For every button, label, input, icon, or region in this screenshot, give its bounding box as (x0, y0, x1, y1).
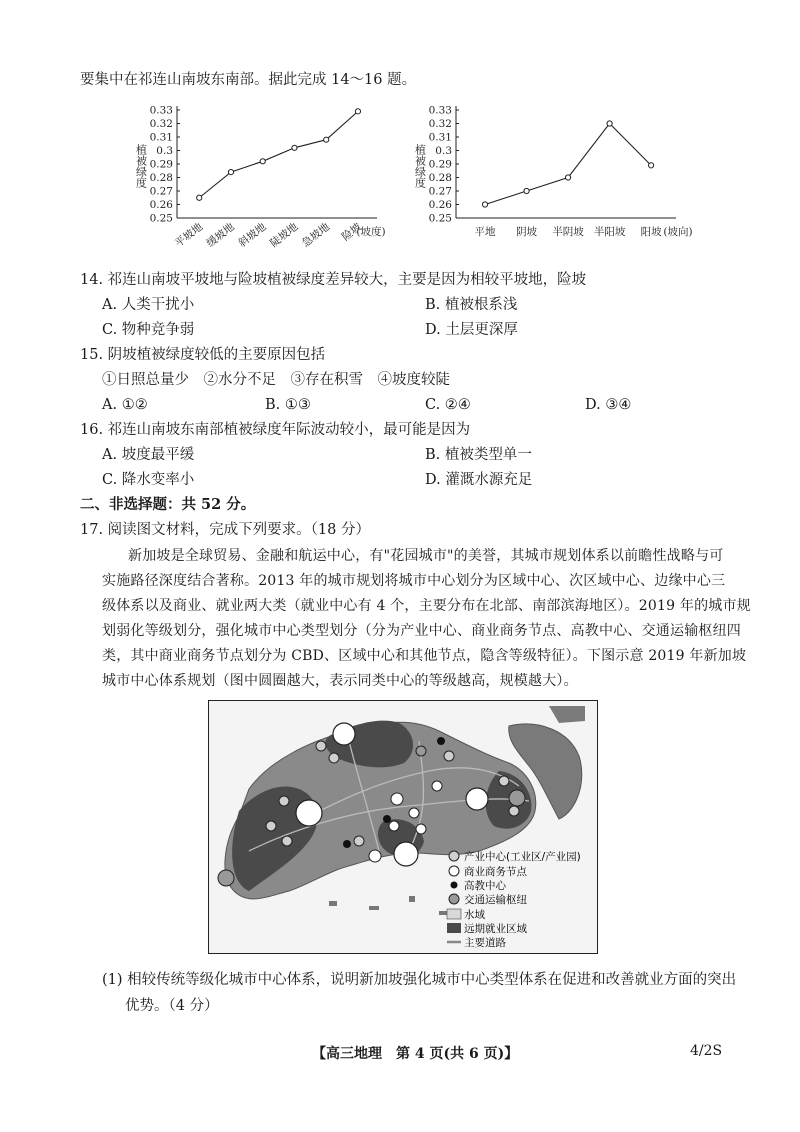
aspect-greenness-chart (400, 100, 700, 265)
y-tick-label: 0.32 (428, 118, 452, 130)
series-line (485, 124, 651, 205)
industry-center (316, 741, 326, 751)
y-tick-label: 0.26 (428, 199, 452, 211)
slope-greenness-chart (125, 100, 405, 265)
southern-islet (369, 906, 379, 910)
data-point (228, 170, 233, 175)
industry-center (354, 836, 364, 846)
x-tick-label: 半阴坡 (552, 226, 584, 238)
business-node (409, 808, 419, 818)
business-node (333, 723, 355, 745)
footer-page-label: 【高三地理 第 4 页(共 6 页)】 (312, 1046, 519, 1062)
business-node (369, 850, 381, 862)
q17-paragraph-line-5: 类，其中商业商务节点划分为 CBD、区域中心和其他节点，隐含等级特征）。下图示意 2019 年新加坡 (102, 648, 747, 664)
industry-center (279, 796, 289, 806)
business-node (296, 800, 322, 826)
data-point (648, 163, 653, 168)
q15-option-b: B. ①③ (265, 397, 311, 413)
section-heading: 二、非选择题：共 52 分。 (80, 496, 256, 513)
y-tick-label: 0.33 (428, 104, 452, 117)
legend-transport-label: 交通运输枢纽 (464, 894, 527, 906)
data-point (482, 202, 487, 207)
business-node (394, 842, 418, 866)
business-node (432, 781, 442, 791)
y-tick-label: 0.28 (149, 172, 173, 184)
y-tick-label: 0.27 (428, 185, 452, 198)
x-tick-label: 陡坡地 (268, 220, 301, 250)
legend-employment-label: 远期就业区域 (464, 923, 527, 935)
southern-islet (329, 901, 337, 906)
q17-paragraph-line-6: 城市中心体系规划（图中圆圈越大，表示同类中心的等级越高，规模越大）。 (102, 673, 578, 689)
y-tick-label: 0.32 (149, 118, 173, 130)
education-center (343, 840, 351, 848)
data-point (197, 195, 202, 200)
data-point (324, 137, 329, 142)
x-tick-label: 缓坡地 (204, 220, 237, 250)
transport-hub (416, 746, 426, 756)
q15-stem: 15. 阴坡植被绿度较低的主要原因包括 (80, 347, 326, 363)
education-center (437, 737, 445, 745)
q16-option-c: C. 降水变率小 (102, 472, 195, 488)
q15-choices: ①日照总量少 ②水分不足 ③存在积雪 ④坡度较陡 (102, 372, 450, 388)
y-tick-label: 0.3 (156, 145, 173, 157)
x-tick-label: 急坡地 (299, 220, 333, 250)
data-point (260, 159, 265, 164)
q14-option-b: B. 植被根系浅 (425, 297, 518, 313)
q17-subquestion-1-line-1: (1) 相较传统等级化城市中心体系，说明新加坡强化城市中心类型体系在促进和改善就业方面的突出 (102, 972, 737, 988)
map-legend (447, 850, 581, 949)
business-node (391, 793, 403, 805)
x-tick-label: 险坡 (339, 220, 364, 244)
transport-hub (218, 870, 234, 886)
q14-stem: 14. 祁连山南坡平坡地与险坡植被绿度差异较大，主要是因为相较平坡地，险坡 (80, 272, 587, 288)
industry-center (509, 806, 519, 816)
transport-hub (509, 790, 525, 806)
intro-line: 要集中在祁连山南坡东南部。据此完成 14～16 题。 (80, 72, 417, 88)
x-axis-label: (坡度) (356, 226, 386, 238)
y-tick-label: 0.25 (428, 212, 452, 225)
x-tick-label: 半阳坡 (593, 226, 626, 238)
q17-paragraph-line-3: 级体系以及商业、就业两大类（就业中心有 4 个，主要分布在北部、南部滨海地区）。2019 年的城市规 (102, 598, 751, 614)
q17-paragraph-line-4: 划弱化等级划分，强化城市中心类型划分（分为产业中心、商业商务节点、高教中心、交通运输枢纽四 (102, 623, 741, 639)
series-line (199, 111, 358, 197)
y-tick-label: 0.26 (149, 199, 173, 211)
q17-stem: 17. 阅读图文材料，完成下列要求。（18 分） (80, 522, 370, 538)
x-tick-label: 平坡地 (172, 220, 206, 250)
business-node (466, 788, 488, 810)
legend-roads-label: 主要道路 (464, 937, 506, 949)
q17-paragraph-line-2: 实施路径深度结合著称。2013 年的城市规划将城市中心划分为区域中心、次区域中心、边缘中心三 (102, 573, 726, 589)
x-tick-label: 阴坡 (516, 226, 538, 238)
singapore-map (209, 701, 597, 953)
y-tick-label: 0.29 (428, 158, 452, 171)
q17-subquestion-1-line-2: 优势。（4 分） (125, 998, 219, 1014)
q17-paragraph-line-1: 新加坡是全球贸易、金融和航运中心，有"花园城市"的美誉，其城市规划体系以前瞻性战略与可 (128, 548, 724, 564)
data-point (565, 175, 570, 180)
x-tick-label: 斜坡地 (236, 220, 269, 250)
southern-islet (409, 896, 415, 902)
legend-industry-label: 产业中心(工业区/产业园) (464, 851, 581, 863)
data-point (292, 145, 297, 150)
education-center (383, 815, 391, 823)
q16-option-a: A. 坡度最平缓 (102, 447, 195, 463)
x-tick-label: 平地 (474, 226, 496, 238)
y-tick-label: 0.33 (149, 104, 173, 117)
business-node (416, 824, 426, 834)
q14-option-d: D. 土层更深厚 (425, 322, 518, 338)
y-tick-label: 0.27 (149, 185, 173, 198)
industry-center (444, 751, 454, 761)
y-axis-label: 植被绿度 (413, 144, 427, 188)
q15-option-a: A. ①② (102, 397, 148, 413)
legend-business-label: 商业商务节点 (464, 866, 527, 878)
data-point (524, 188, 529, 193)
q16-stem: 16. 祁连山南坡东南部植被绿度年际波动较小，最可能是因为 (80, 422, 471, 438)
y-tick-label: 0.3 (435, 145, 452, 157)
business-node (389, 821, 399, 831)
q14-option-a: A. 人类干扰小 (102, 297, 195, 313)
q16-option-b: B. 植被类型单一 (425, 447, 532, 463)
y-tick-label: 0.25 (149, 212, 173, 225)
data-point (607, 121, 612, 126)
industry-center (266, 821, 276, 831)
data-point (355, 109, 360, 114)
x-axis-label: (坡向) (663, 226, 693, 238)
x-tick-label: 阳坡 (640, 226, 662, 238)
q16-option-d: D. 灌溉水源充足 (425, 472, 533, 488)
legend-water-label: 水域 (464, 909, 485, 921)
y-tick-label: 0.31 (428, 131, 452, 144)
singapore-map-figure (208, 700, 598, 954)
northeast-islet (549, 706, 585, 723)
y-axis-label: 植被绿度 (134, 144, 148, 188)
y-tick-label: 0.28 (428, 172, 452, 184)
q15-option-d: D. ③④ (585, 397, 632, 413)
y-tick-label: 0.29 (149, 158, 173, 171)
industry-center (329, 753, 339, 763)
legend-education-label: 高教中心 (464, 880, 506, 892)
footer-code: 4/2S (690, 1043, 723, 1059)
q14-option-c: C. 物种竞争弱 (102, 322, 195, 338)
q15-option-c: C. ②④ (425, 397, 471, 413)
industry-center (282, 836, 292, 846)
industry-center (499, 776, 509, 786)
y-tick-label: 0.31 (149, 131, 173, 144)
